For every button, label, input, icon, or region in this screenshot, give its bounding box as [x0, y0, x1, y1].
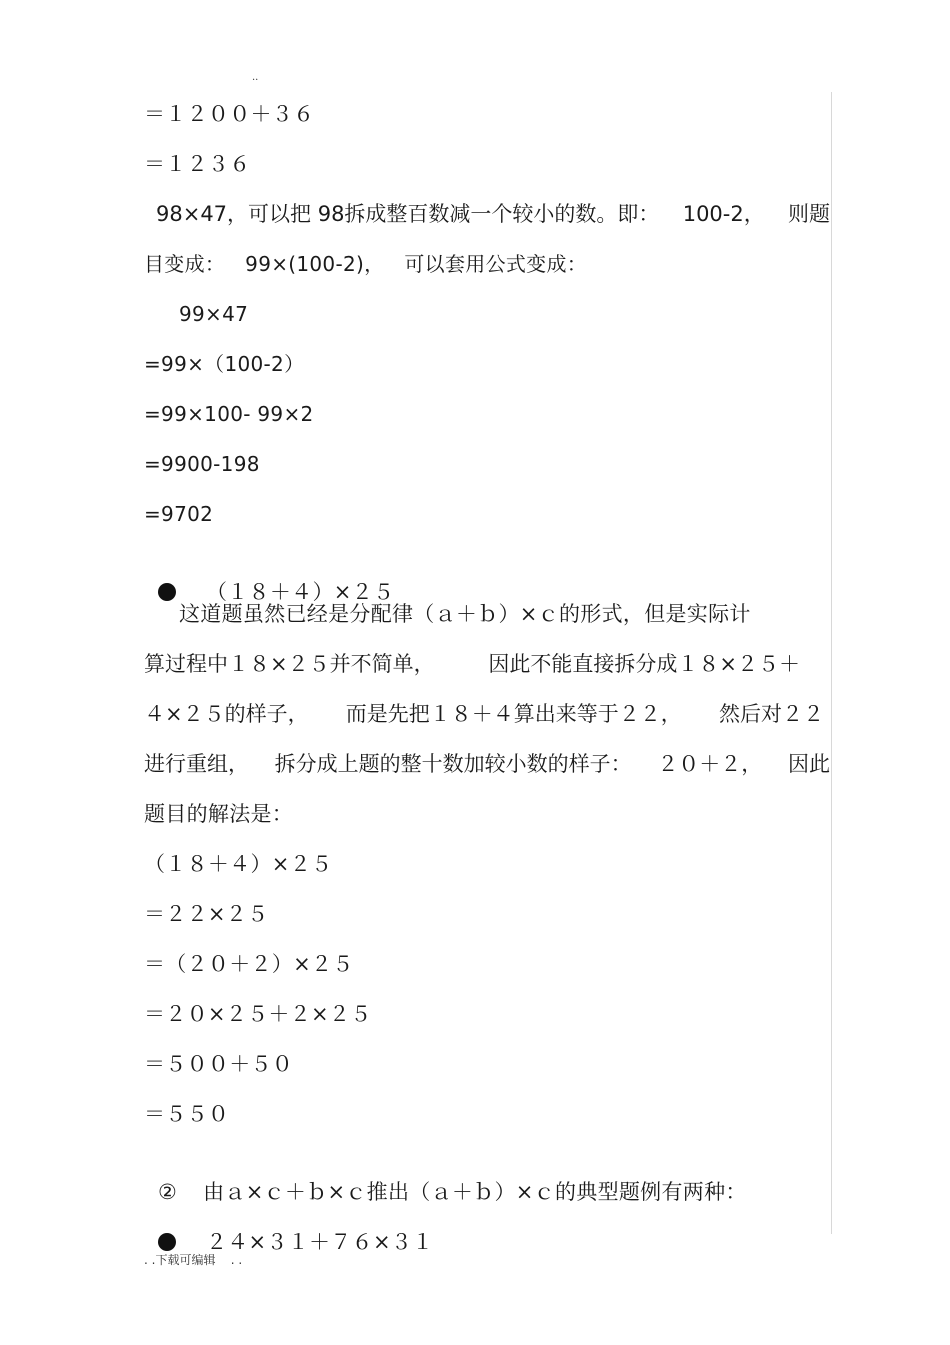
numbered-item: [144, 1150, 747, 1206]
bullet-icon: [158, 583, 176, 601]
equation-line: ＝２０×２５＋２×２５: [144, 1002, 372, 1026]
text-segment: 而是先把１８＋４算出来等于２２，: [345, 702, 682, 726]
top-mark: ..: [252, 72, 259, 83]
footer-text: . .下载可编辑 . .: [144, 1253, 243, 1267]
equation-line: ＝５００＋５０: [144, 1052, 294, 1076]
text-segment: ４×２５的样子，: [144, 702, 309, 726]
equation-line: =9702: [144, 502, 214, 526]
text-segment: 因此: [787, 752, 830, 776]
equation-line: ＝（２０＋２）×２５: [144, 952, 354, 976]
equation-line: =99×100- 99×2: [144, 402, 314, 426]
bullet-item: [144, 1200, 433, 1256]
paragraph-line: 目变成： 99×(100-2)， 可以套用公式变成：: [144, 252, 588, 276]
equation-line: 99×47: [179, 302, 249, 326]
bullet-text: （１８＋４）×２５: [205, 580, 395, 604]
text-segment: 进行重组，: [144, 752, 249, 776]
equation-line: ＝１２００＋３６: [144, 102, 315, 126]
equation-line: ＝１２３６: [144, 152, 251, 176]
text-segment: 因此不能直接拆分成１８×２５＋: [488, 652, 800, 676]
paragraph-line: 题目的解法是：: [144, 802, 294, 826]
equation-line: ＝５５０: [144, 1102, 230, 1126]
text-segment: 则题: [788, 202, 830, 226]
text-segment: ２０＋２，: [657, 752, 763, 776]
page-border-right: [831, 92, 832, 1234]
item-text: 由ａ×ｃ＋ｂ×ｃ推出（ａ＋ｂ）×ｃ的典型题例有两种：: [203, 1180, 747, 1204]
equation-line: =99×（100-2）: [144, 352, 305, 376]
paragraph-line: 这道题虽然已经是分配律（ａ＋ｂ）×ｃ的形式，但是实际计: [179, 602, 751, 626]
text-segment: 98×47，可以把 98拆成整百数减一个较小的数。即：: [156, 202, 660, 226]
paragraph-line: [144, 700, 824, 728]
text-segment: 100-2，: [682, 202, 765, 226]
equation-line: ＝２２×２５: [144, 902, 269, 926]
circled-number: ②: [157, 1180, 178, 1204]
bullet-icon: [158, 1233, 176, 1251]
bullet-item: [144, 550, 394, 606]
equation-line: =9900-198: [144, 452, 260, 476]
paragraph-line: [144, 750, 830, 778]
text-segment: 算过程中１８×２５并不简单，: [144, 652, 435, 676]
bullet-text: ２４×３１＋７６×３１: [205, 1230, 434, 1254]
text-segment: 拆分成上题的整十数加较小数的样子：: [274, 752, 632, 776]
text-segment: 然后对２２: [718, 702, 824, 726]
paragraph-line: [144, 200, 830, 228]
equation-line: （１８＋４）×２５: [144, 852, 333, 876]
paragraph-line: [144, 650, 800, 678]
